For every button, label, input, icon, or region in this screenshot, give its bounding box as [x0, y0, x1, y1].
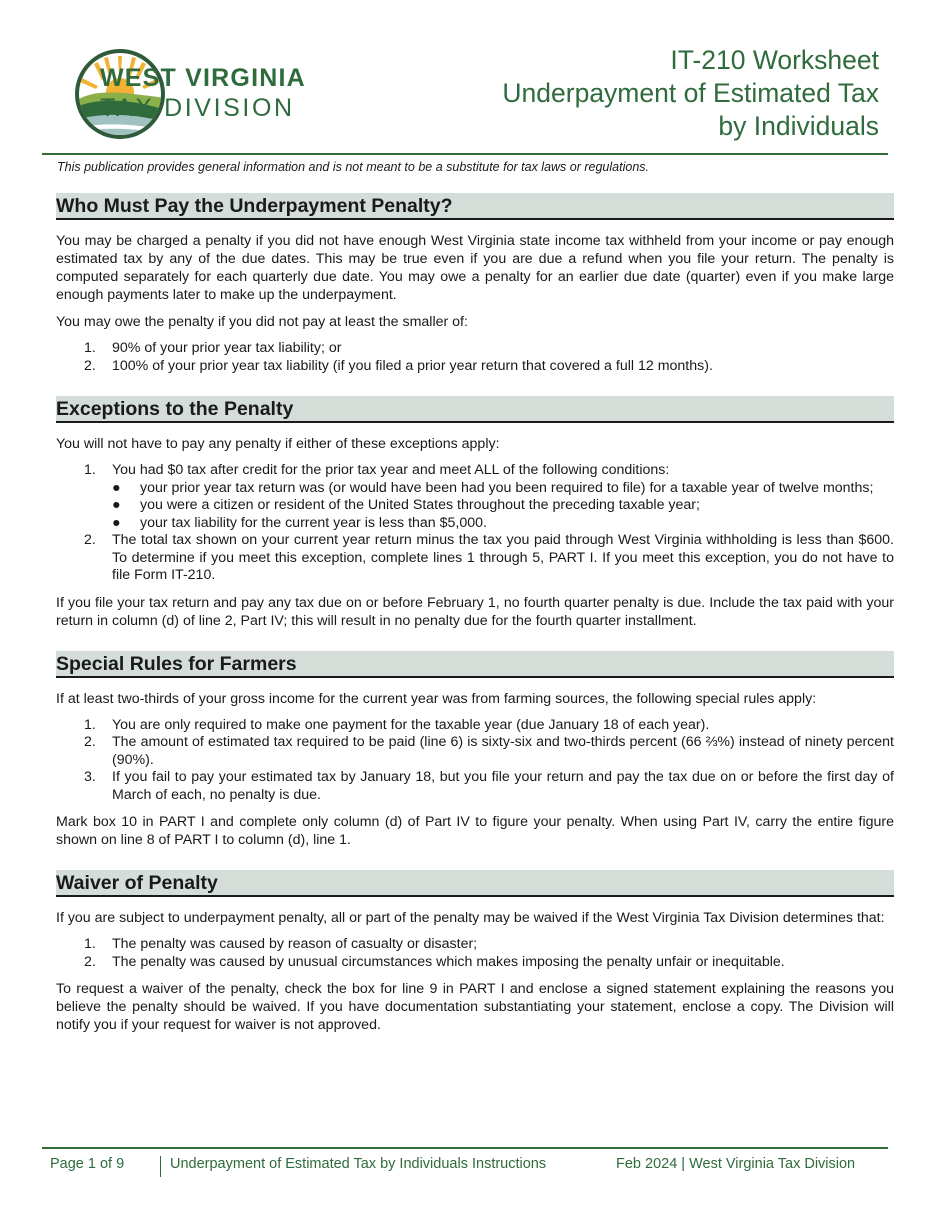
document-title — [502, 44, 879, 143]
list-item — [56, 340, 894, 358]
list-number: 1. — [84, 936, 96, 952]
footer-date-organization: Feb 2024 | West Virginia Tax Division — [616, 1156, 856, 1172]
bullet-item — [112, 497, 894, 515]
title-line-1: IT-210 Worksheet — [670, 45, 879, 75]
list-item-text: The amount of estimated tax required to be paid (line 6) is sixty-six and two-thirds percent (66 ⅔%) instead of ninety percent (90%). — [112, 734, 894, 768]
paragraph: You may be charged a penalty if you did not have enough West Virginia state income tax withheld from your income or pay enough estimated tax by any of the due dates. This may be true even if you are due a refund when you file your return. The penalty is computed separately for each quarterly due date. You may owe a penalty for an earlier due date (quarter) even if you make large enough payments later to make up the underpayment. — [56, 233, 894, 303]
list-item — [56, 358, 894, 376]
numbered-list — [56, 717, 894, 805]
paragraph: If you are subject to underpayment penalty, all or part of the penalty may be waived if the West Virginia Tax Division determines that: — [56, 910, 885, 926]
numbered-list — [56, 936, 894, 971]
bullet-text: you were a citizen or resident of the United States throughout the preceding taxable year; — [140, 497, 700, 513]
list-number: 1. — [84, 716, 96, 733]
list-number: 1. — [84, 340, 96, 356]
list-number: 3. — [84, 769, 96, 785]
bullet-item — [112, 480, 894, 498]
section-heading-farmers: Special Rules for Farmers — [56, 651, 894, 678]
list-number: 2. — [84, 734, 96, 750]
list-item-text: 100% of your prior year tax liability (if you filed a prior year return that covered a full 12 months). — [112, 357, 713, 374]
footer-page-number: Page 1 of 9 — [50, 1156, 125, 1172]
list-number: 2. — [84, 532, 96, 548]
list-item-text: You are only required to make one payment for the taxable year (due January 18 of each year). — [112, 716, 710, 733]
list-item — [56, 532, 894, 585]
list-item — [56, 954, 894, 972]
footer-divider — [42, 1147, 888, 1149]
list-item — [56, 769, 894, 804]
disclaimer: This publication provides general information and is not meant to be a substitute for tax laws or regulations. — [57, 160, 649, 174]
list-item — [56, 734, 894, 769]
header-divider — [42, 153, 888, 155]
paragraph: If you file your tax return and pay any tax due on or before February 1, no fourth quarter penalty is due. Include the tax paid with your return in column (d) of line 2, Part IV; this will result in no penalty due for the fourth quarter installment. — [56, 594, 894, 629]
list-item-text: The penalty was caused by reason of casualty or disaster; — [112, 936, 478, 952]
list-number: 2. — [84, 357, 96, 374]
bullet-icon: ● — [112, 479, 121, 496]
list-number: 1. — [84, 462, 96, 478]
main-content — [56, 193, 894, 1043]
list-item — [56, 936, 894, 954]
title-line-2: Underpayment of Estimated Tax — [502, 78, 879, 108]
footer-separator — [160, 1156, 161, 1177]
bullet-list — [112, 480, 894, 533]
section-heading-who-must-pay: Who Must Pay the Underpayment Penalty? — [56, 193, 894, 220]
bullet-icon: ● — [112, 514, 121, 531]
bullet-item — [112, 515, 894, 533]
section-heading-waiver: Waiver of Penalty — [56, 870, 894, 897]
paragraph: To request a waiver of the penalty, check the box for line 9 in PART I and enclose a signed statement explaining the reasons you believe the penalty should be waived. If you have documentation substantiating your statement, enclose a copy. The Division will notify you if your request for waiver is not approved. — [56, 981, 894, 1033]
list-item — [56, 717, 894, 735]
paragraph: Mark box 10 in PART I and complete only column (d) of Part IV to figure your penalty. When using Part IV, carry the entire figure shown on line 8 of PART I to column (d), line 1. — [56, 814, 894, 848]
section-heading-exceptions: Exceptions to the Penalty — [56, 396, 894, 423]
list-item — [56, 462, 894, 532]
logo-text-tax-division: TAX DIVISION — [100, 94, 295, 122]
list-item-text: You had $0 tax after credit for the prior tax year and meet ALL of the following conditions: — [112, 462, 670, 478]
list-item-text: The penalty was caused by unusual circumstances which makes imposing the penalty unfair or inequitable. — [112, 953, 785, 970]
paragraph: You may owe the penalty if you did not pay at least the smaller of: — [56, 314, 468, 330]
numbered-list — [56, 340, 894, 375]
paragraph: You will not have to pay any penalty if either of these exceptions apply: — [56, 436, 500, 452]
title-line-3: by Individuals — [718, 111, 879, 141]
list-item-text: The total tax shown on your current year return minus the tax you paid through West Virginia withholding is less than $600. To determine if you meet this exception, complete lines 1 through 5, PART I. If you meet this exception, you do not have to file Form IT-210. — [112, 532, 894, 583]
footer-document-title: Underpayment of Estimated Tax by Individuals Instructions — [170, 1156, 547, 1172]
bullet-text: your prior year tax return was (or would have been had you been required to file) for a taxable year of twelve months; — [140, 479, 874, 496]
bullet-text: your tax liability for the current year is less than $5,000. — [140, 514, 487, 531]
paragraph: If at least two-thirds of your gross income for the current year was from farming sources, the following special rules apply: — [56, 690, 817, 707]
bullet-icon: ● — [112, 497, 121, 513]
list-item-text: 90% of your prior year tax liability; or — [112, 340, 342, 356]
list-number: 2. — [84, 953, 96, 970]
logo-text-west-virginia: WEST VIRGINIA — [100, 64, 306, 92]
list-item-text: If you fail to pay your estimated tax by January 18, but you file your return and pay the tax due on or before the first day of March of each, no penalty is due. — [112, 769, 894, 803]
numbered-list — [56, 462, 894, 585]
